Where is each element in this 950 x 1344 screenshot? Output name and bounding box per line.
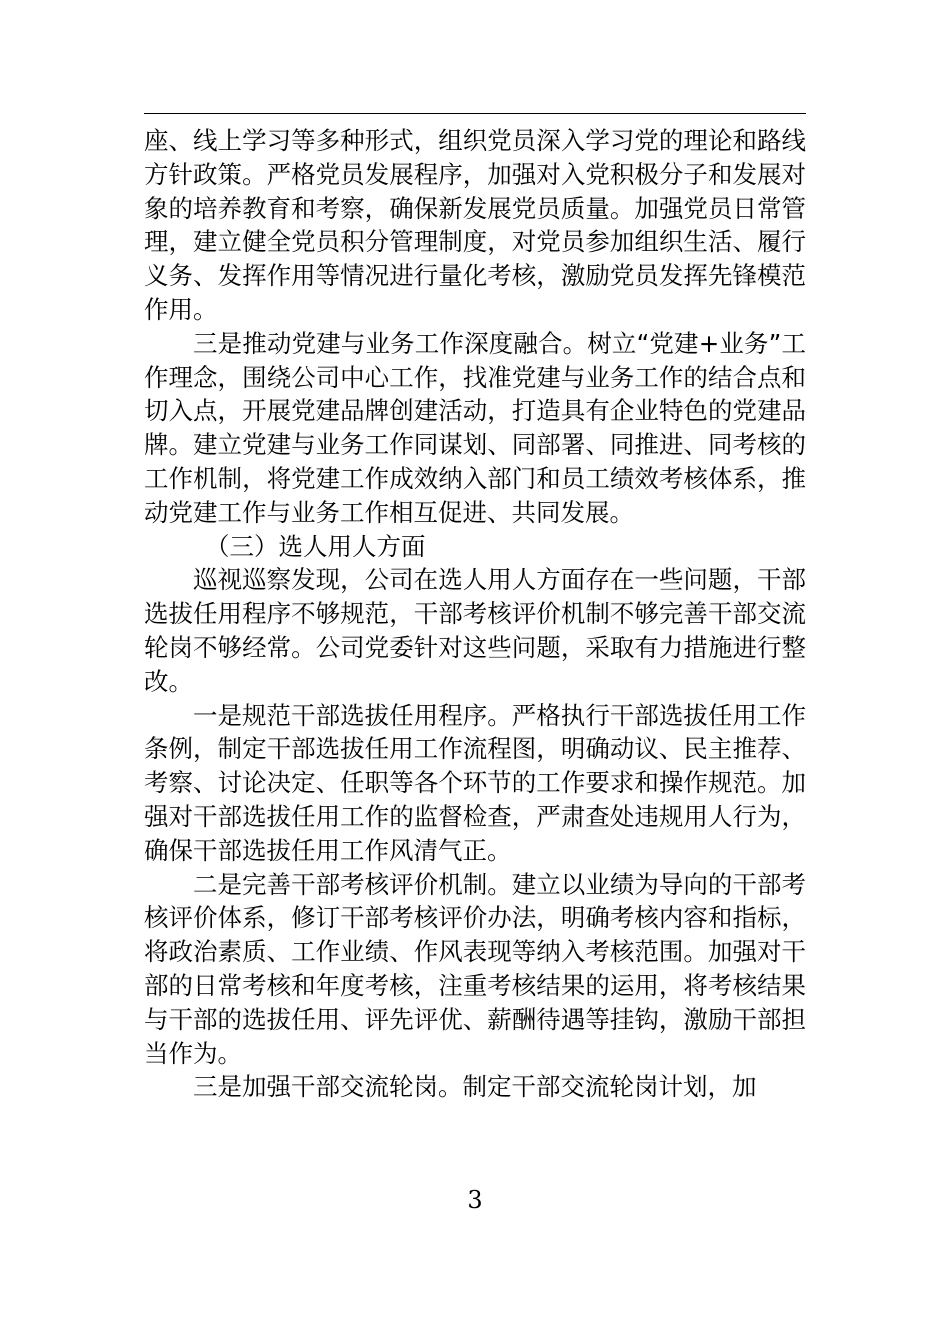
section-heading-personnel: （三）选人用人方面 — [205, 531, 426, 561]
page-number: 3 — [467, 1186, 483, 1214]
document-body — [144, 124, 806, 1104]
paragraph-rotation: 三是加强干部交流轮岗。制定干部交流轮岗计划，加 — [193, 1072, 757, 1102]
paragraph-evaluation-mechanism: 二是完善干部考核评价机制。建立以业绩为导向的干部考核评价体系，修订干部考核评价办法，明确考核内容和指标，将政治素质、工作业绩、作风表现等纳入考核范围。加强对干部的日常考核和年度考核，注重考核结果的运用，将考核结果与干部的选拔任用、评先评优、薪酬待遇等挂钩，激励干部担当作为。 — [144, 869, 806, 1068]
paragraph-inspection-findings: 巡视巡察发现，公司在选人用人方面存在一些问题，干部选拔任用程序不够规范，干部考核评价机制不够完善干部交流轮岗不够经常。公司党委针对这些问题，采取有力措施进行整改。 — [144, 565, 806, 696]
paragraph-selection-procedure: 一是规范干部选拔任用程序。严格执行干部选拔任用工作条例，制定干部选拔任用工作流程图，明确动议、民主推荐、考察、讨论决定、任职等各个环节的工作要求和操作规范。加强对干部选拔任用工作的监督检查，严肃查处违规用人行为，确保干部选拔任用工作风清气正。 — [144, 700, 806, 865]
header-rule — [144, 113, 806, 114]
paragraph-party-business-integration: 三是推动党建与业务工作深度融合。树立“党建+业务”工作理念，围绕公司中心工作，找准党建与业务工作的结合点和切入点，开展党建品牌创建活动，打造具有企业特色的党建品牌。建立党建与业务工作同谋划、同部署、同推进、同考核的工作机制，将党建工作成效纳入部门和员工绩效考核体系，推动党建工作与业务工作相互促进、共同发展。 — [144, 328, 806, 527]
paragraph-continuation: 座、线上学习等多种形式，组织党员深入学习党的理论和路线方针政策。严格党员发展程序，加强对入党积极分子和发展对象的培养教育和考察，确保新发展党员质量。加强党员日常管理，建立健全党员积分管理制度，对党员参加组织生活、履行义务、发挥作用等情况进行量化考核，激励党员发挥先锋模范作用。 — [144, 126, 806, 324]
